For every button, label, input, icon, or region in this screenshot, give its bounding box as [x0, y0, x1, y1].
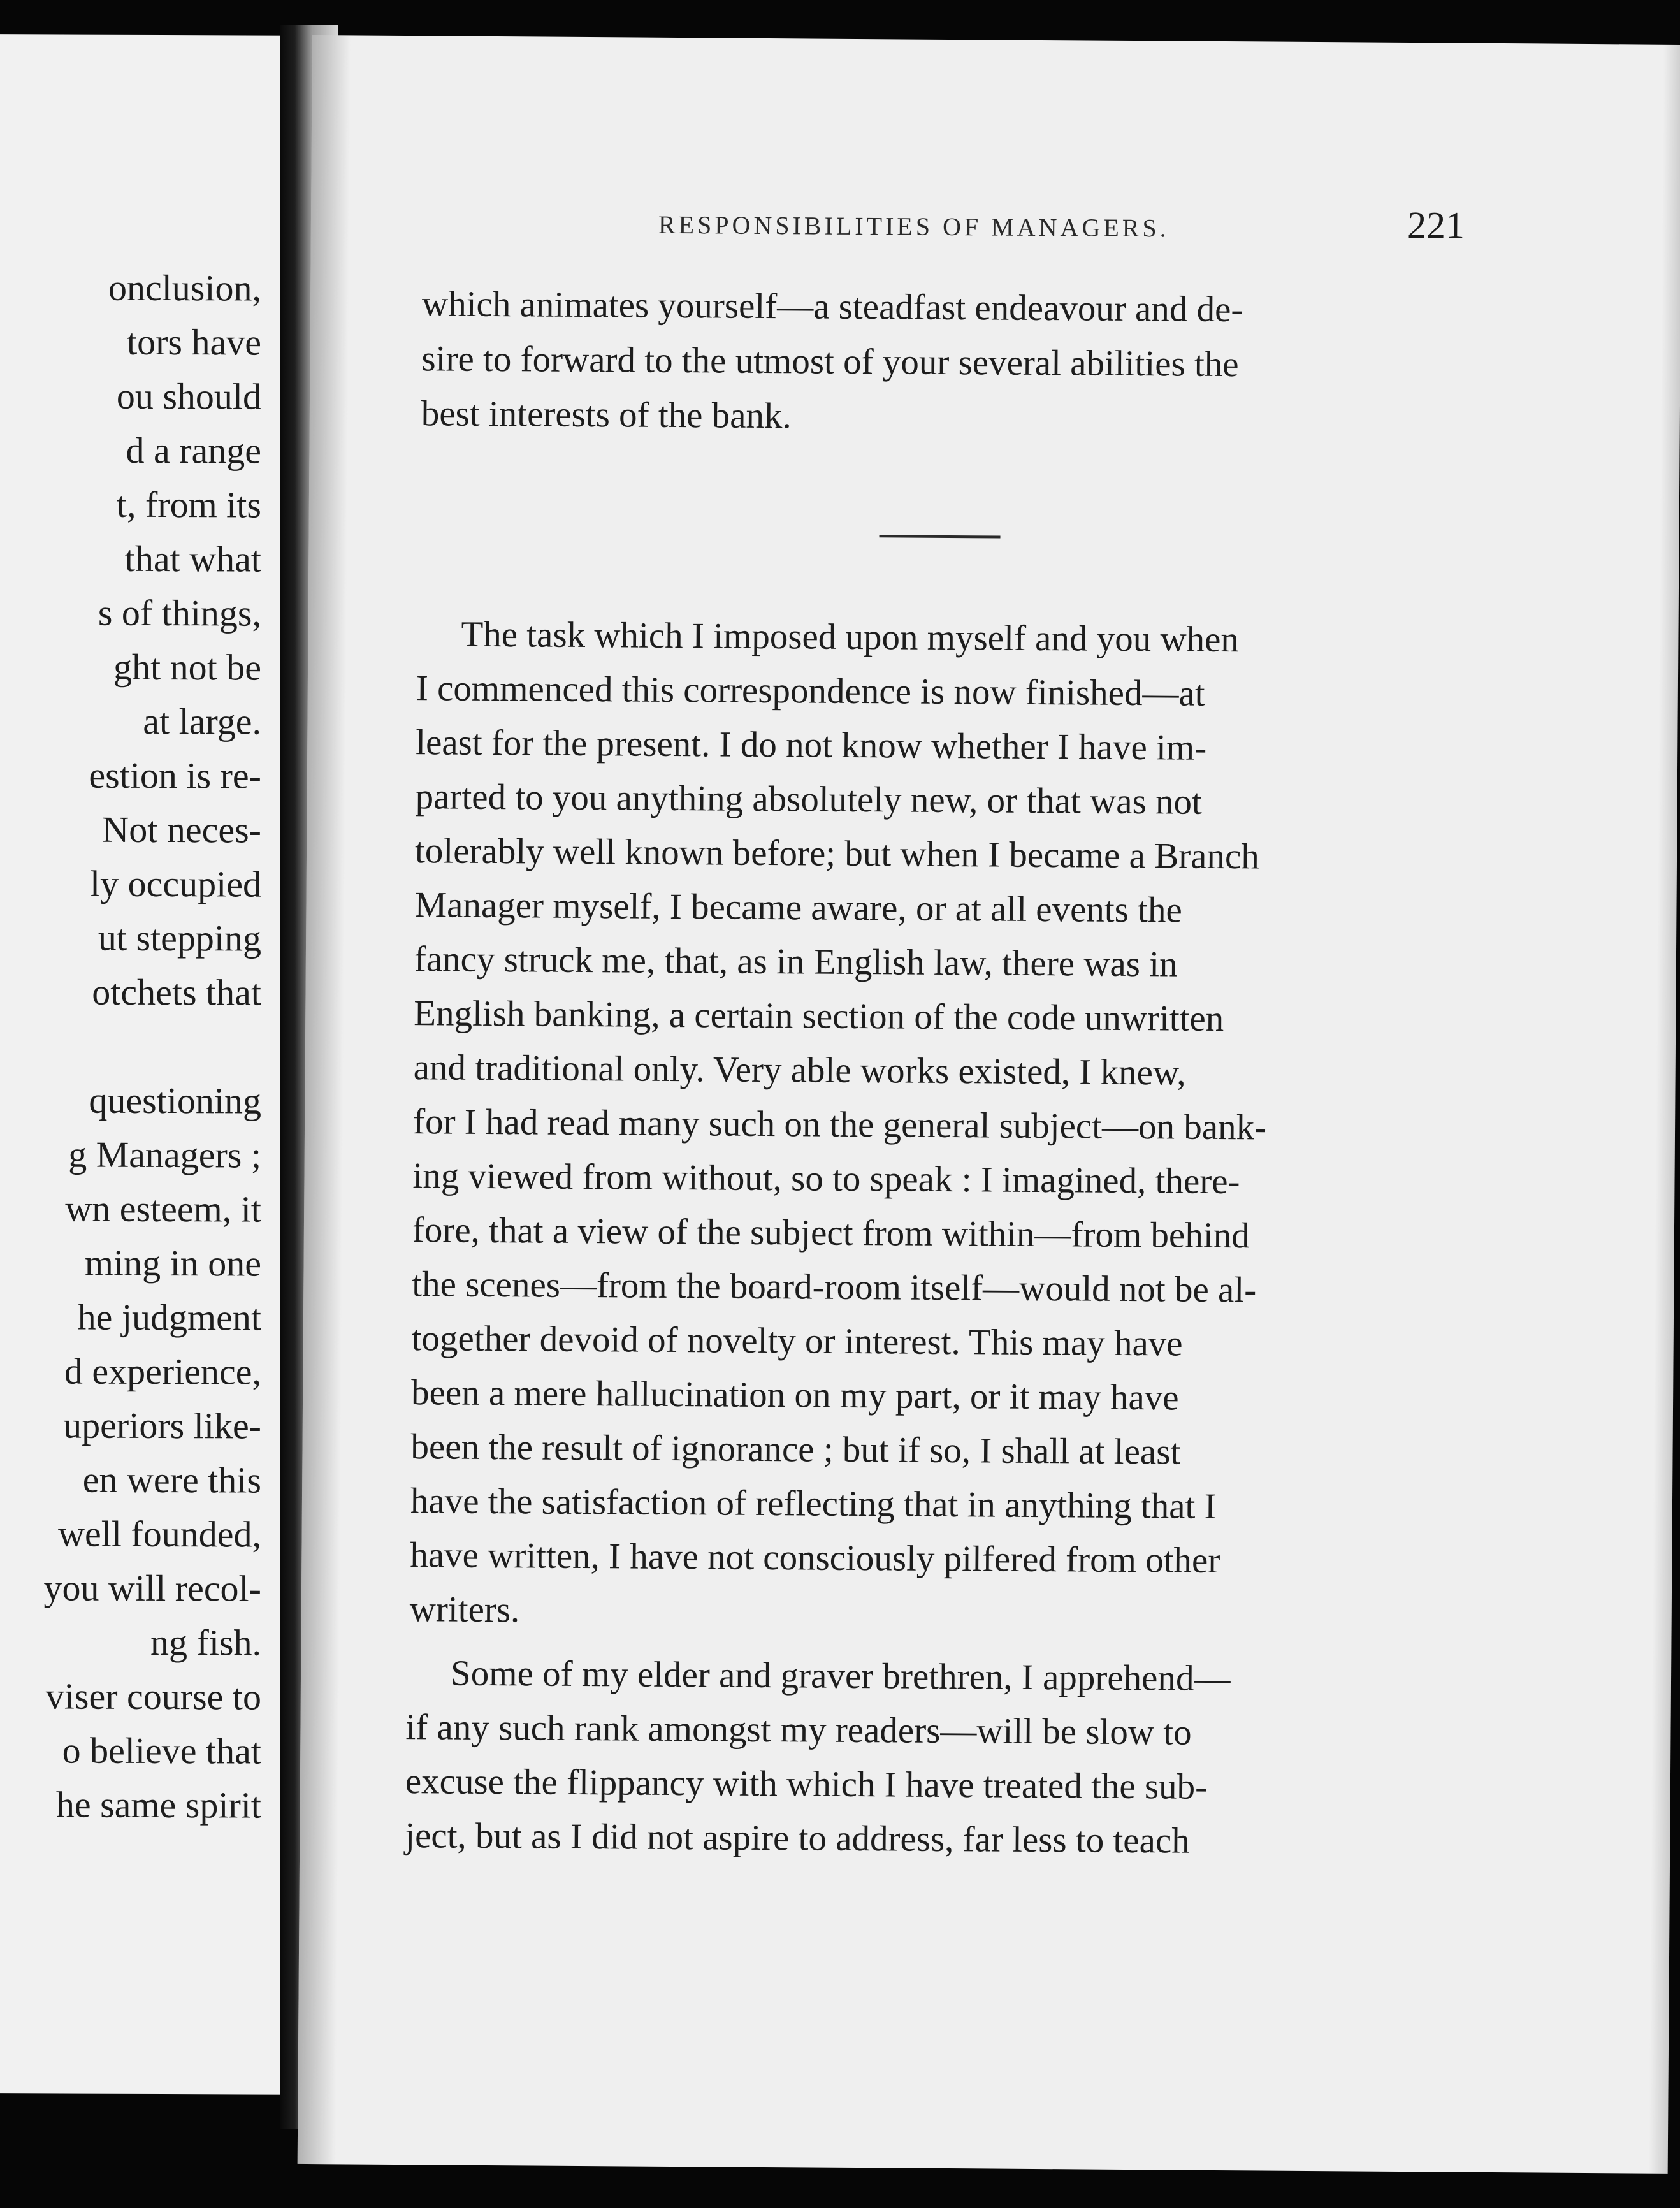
- text-line: writers.: [409, 1589, 520, 1631]
- section-separator: [880, 535, 1001, 538]
- text-line: sire to forward to the utmost of your several abilities the: [421, 338, 1239, 385]
- left-line: g Managers ;: [68, 1133, 261, 1176]
- text-line: been a mere hallucination on my part, or it may have: [410, 1372, 1179, 1418]
- left-line: you will recol-: [43, 1567, 261, 1609]
- left-line: uperiors like-: [63, 1404, 261, 1447]
- text-line: I commenced this correspondence is now finished—at: [416, 668, 1205, 714]
- left-line: ou should: [116, 375, 261, 418]
- text-line: English banking, a certain section of the code unwritten: [414, 993, 1224, 1040]
- left-line: en were this: [82, 1458, 261, 1501]
- left-line: at large.: [143, 700, 261, 743]
- left-line: he same spirit: [55, 1783, 261, 1826]
- left-line: onclusion,: [108, 266, 261, 309]
- left-line: ming in one: [84, 1242, 261, 1284]
- left-line: d experience,: [64, 1350, 261, 1393]
- left-line: Not neces-: [102, 808, 261, 851]
- right-page: [298, 35, 1680, 2174]
- left-line: ng fish.: [150, 1621, 261, 1664]
- left-line: viser course to: [45, 1675, 261, 1718]
- left-line: ut stepping: [98, 917, 261, 959]
- running-head: RESPONSIBILITIES OF MANAGERS.: [658, 210, 1169, 243]
- text-line: parted to you anything absolutely new, or that was not: [415, 776, 1203, 822]
- text-line: fancy struck me, that, as in English law, there was in: [414, 939, 1178, 985]
- text-line: ing viewed from without, so to speak : I imagined, there-: [412, 1156, 1240, 1202]
- text-line: fore, that a view of the subject from within—from behind: [412, 1210, 1250, 1256]
- text-line: if any such rank amongst my readers—will be slow to: [405, 1707, 1192, 1753]
- text-line: excuse the flippancy with which I have treated the sub-: [405, 1761, 1208, 1807]
- left-line: that what: [124, 537, 261, 580]
- left-line: ght not be: [113, 646, 261, 688]
- text-line: Some of my elder and graver brethren, I apprehend—: [450, 1653, 1231, 1699]
- text-line: the scenes—from the board-room itself—would not be al-: [412, 1264, 1257, 1311]
- text-line: best interests of the bank.: [421, 393, 792, 437]
- text-line: for I had read many such on the general subject—on bank-: [412, 1101, 1267, 1148]
- text-line: have the satisfaction of reflecting that in anything that I: [410, 1481, 1217, 1527]
- left-line: wn esteem, it: [65, 1188, 261, 1230]
- text-line: The task which I imposed upon myself and you when: [461, 614, 1240, 660]
- left-line: ly occupied: [90, 862, 261, 905]
- left-line: otchets that: [92, 971, 261, 1013]
- page-number: 221: [1407, 204, 1465, 247]
- left-line: o believe that: [62, 1729, 261, 1772]
- left-line: s of things,: [98, 592, 261, 634]
- text-line: tolerably well known before; but when I became a Branch: [414, 831, 1260, 877]
- text-line: and traditional only. Very able works existed, I knew,: [413, 1047, 1186, 1093]
- left-page: [0, 34, 315, 2095]
- text-line: which animates yourself—a steadfast endeavour and de-: [421, 284, 1243, 330]
- text-line: been the result of ignorance ; but if so, I shall at least: [410, 1427, 1181, 1472]
- text-line: together devoid of novelty or interest. This may have: [411, 1318, 1183, 1364]
- left-line: well founded,: [58, 1513, 261, 1555]
- left-line: t, from its: [116, 483, 261, 526]
- left-line: questioning: [89, 1079, 261, 1122]
- left-line: d a range: [126, 429, 261, 472]
- text-line: have written, I have not consciously pilfered from other: [410, 1535, 1220, 1581]
- text-line: ject, but as I did not aspire to address, far less to teach: [405, 1815, 1190, 1861]
- text-line: least for the present. I do not know whether I have im-: [416, 722, 1207, 768]
- left-line: he judgment: [77, 1296, 261, 1339]
- left-line: tors have: [127, 321, 261, 363]
- left-line: estion is re-: [89, 754, 261, 797]
- text-line: Manager myself, I became aware, or at all events the: [414, 885, 1183, 931]
- right-page-edge: [1649, 45, 1680, 2174]
